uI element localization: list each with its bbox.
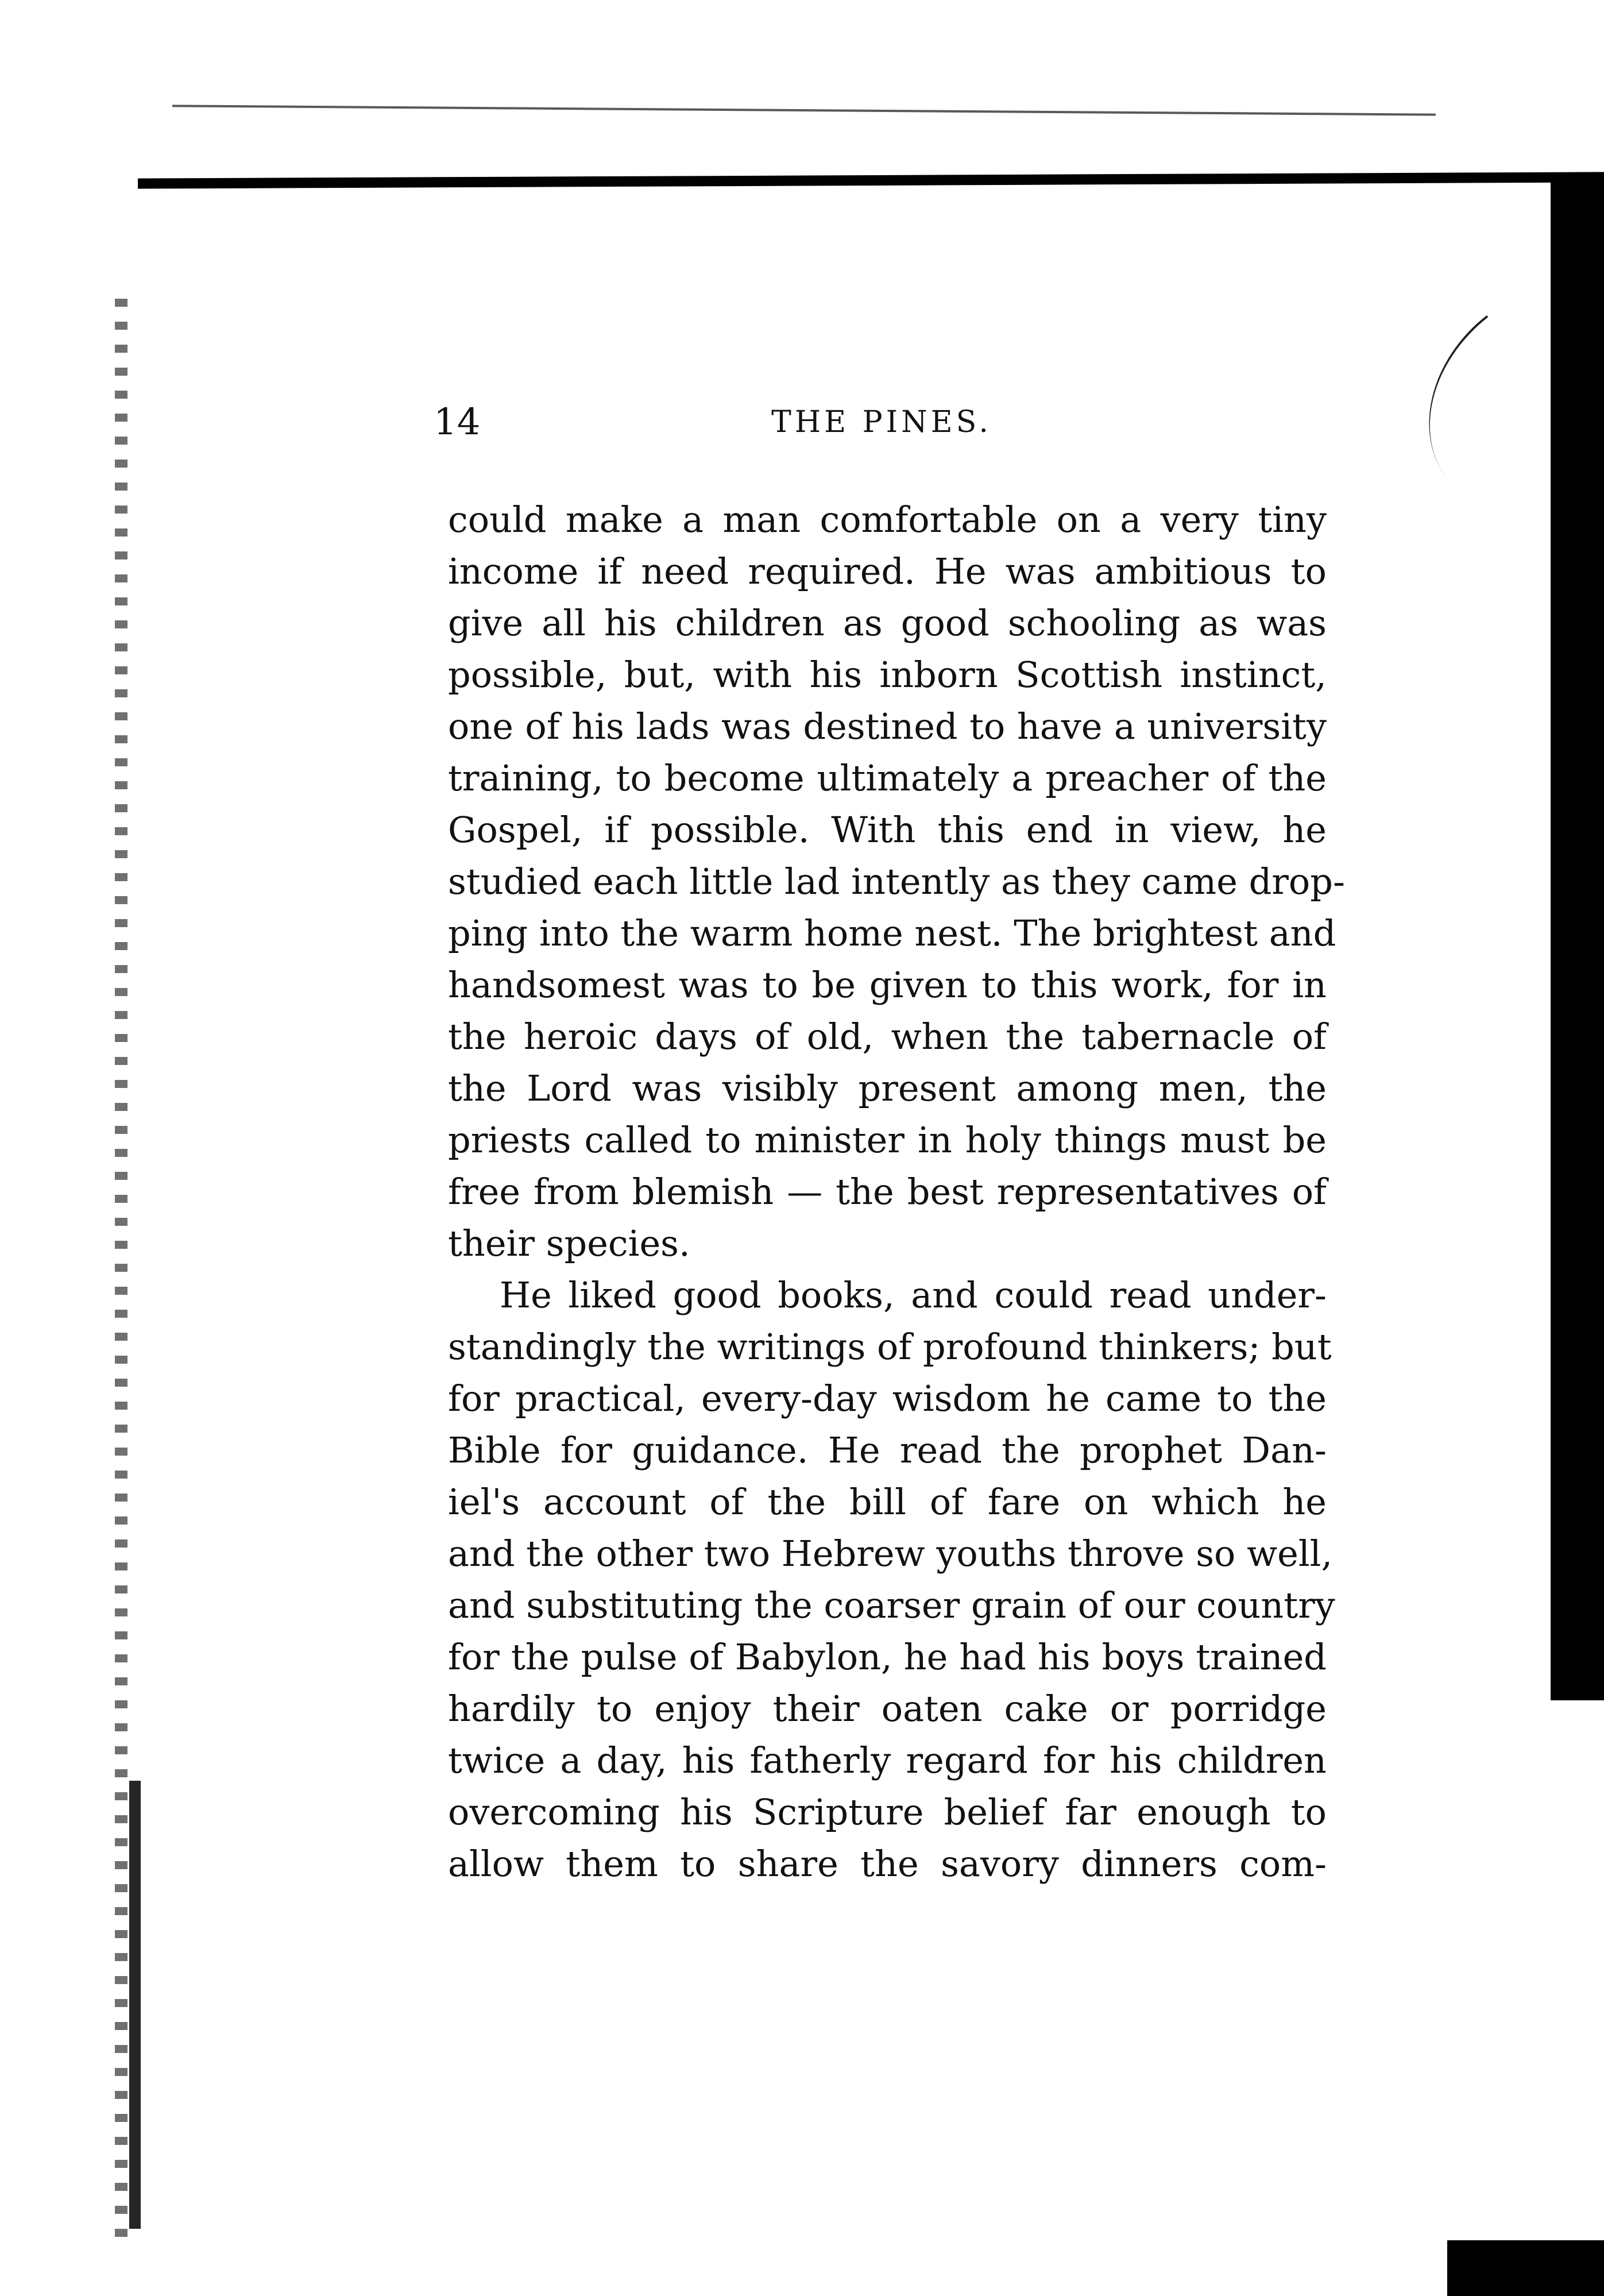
text-line: free from blemish — the best representatives of: [448, 1171, 1327, 1213]
text-line: priests called to minister in holy things must be: [448, 1119, 1327, 1161]
text-line: for the pulse of Babylon, he had his boys trained: [448, 1636, 1327, 1678]
text-line: the heroic days of old, when the tabernacle of: [448, 1016, 1327, 1058]
paragraph-2: [448, 1269, 1335, 1890]
text-line: iel's account of the bill of fare on which he: [448, 1481, 1327, 1523]
scan-artifact-bottom-corner: [1447, 2240, 1604, 2296]
scan-artifact-left-gutter-dark: [129, 1781, 141, 2229]
text-line: Gospel, if possible. With this end in view, he: [448, 809, 1327, 851]
text-line: standingly the writings of profound thinkers; but: [448, 1326, 1332, 1368]
text-line: and the other two Hebrew youths throve so well,: [448, 1533, 1333, 1575]
page-number: 14: [434, 401, 481, 443]
paragraph-1: [448, 494, 1345, 1269]
scan-artifact-top-rule: [138, 172, 1604, 188]
text-line: hardily to enjoy their oaten cake or porridge: [448, 1688, 1327, 1730]
text-line: could make a man comfortable on a very tiny: [448, 499, 1327, 541]
text-line: overcoming his Scripture belief far enough to: [448, 1791, 1327, 1833]
scan-artifact-left-gutter: [115, 299, 127, 2252]
scan-artifact-page-curl: [1383, 315, 1552, 480]
text-line: twice a day, his fatherly regard for his children: [448, 1739, 1327, 1781]
scan-artifact-right-edge: [1551, 172, 1604, 1700]
text-line: Bible for guidance. He read the prophet Dan-: [448, 1429, 1327, 1471]
text-line: He liked good books, and could read under-: [500, 1274, 1327, 1316]
text-line: allow them to share the savory dinners com-: [448, 1843, 1327, 1885]
text-line: and substituting the coarser grain of our country: [448, 1584, 1335, 1626]
text-line: one of his lads was destined to have a university: [448, 705, 1327, 747]
text-line: studied each little lad intently as they came drop-: [448, 860, 1345, 902]
text-line: the Lord was visibly present among men, the: [448, 1067, 1327, 1109]
running-title: THE PINES.: [771, 405, 992, 439]
scan-artifact-top-line: [172, 105, 1436, 115]
running-header: [434, 396, 1329, 448]
text-line: training, to become ultimately a preacher of the: [448, 757, 1327, 799]
text-line: ping into the warm home nest. The brightest and: [448, 912, 1336, 954]
text-line: give all his children as good schooling as was: [448, 602, 1327, 644]
text-line: possible, but, with his inborn Scottish instinct,: [448, 654, 1327, 696]
text-line: income if need required. He was ambitious to: [448, 550, 1327, 592]
text-line: their species.: [448, 1222, 690, 1264]
text-line: handsomest was to be given to this work, for in: [448, 964, 1327, 1006]
text-line: for practical, every-day wisdom he came to the: [448, 1377, 1327, 1419]
body-text: [448, 494, 1345, 1890]
